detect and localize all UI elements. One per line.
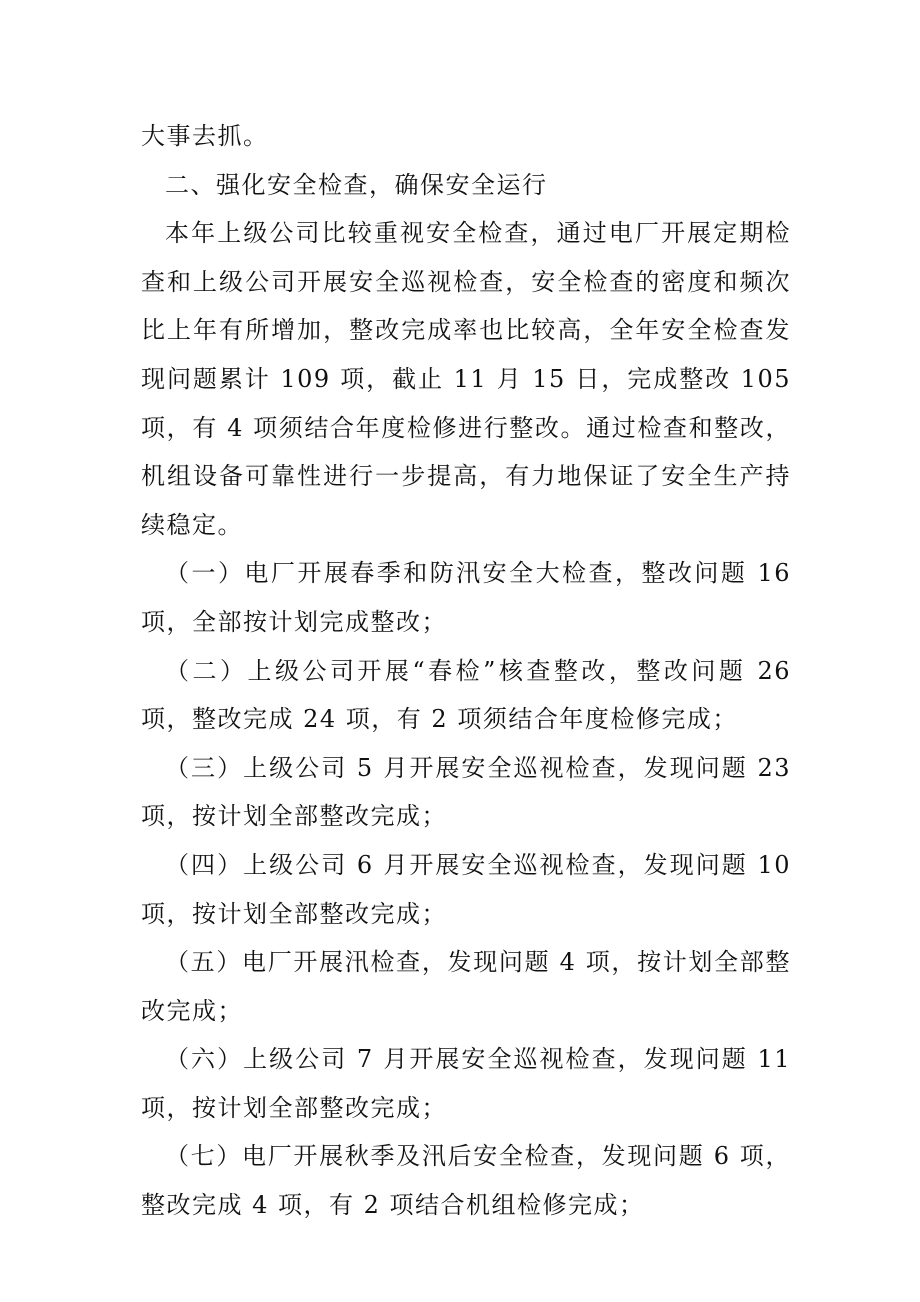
list-item-3: （三）上级公司 5 月开展安全巡视检查，发现问题 23 项，按计划全部整改完成；: [141, 753, 791, 831]
list-item-7: （七）电厂开展秋季及汛后安全检查，发现问题 6 项，整改完成 4 项，有 2 项结合机组检修完成；: [141, 1142, 791, 1220]
body-paragraph: 本年上级公司比较重视安全检查，通过电厂开展定期检查和上级公司开展安全巡视检查，安全检查的密度和频次比上年有所增加，整改完成率也比较高，全年安全检查发现问题累计 109 项，截止 11 月 15 日，完成整改 105 项，有 4 项须结合年度检修进行整改。通过检查和整改，机组设备可靠性进行一步提高，有力地保证了安全生产持续稳定。: [141, 219, 791, 539]
list-item-1: （一）电厂开展春季和防汛安全大检查，整改问题 16 项，全部按计划完成整改；: [141, 559, 791, 636]
section-heading: 二、强化安全检查，确保安全运行: [165, 170, 548, 199]
document-body: [141, 112, 791, 1230]
paragraph-continuation: 大事去抓。: [141, 122, 269, 150]
list-item-4: （四）上级公司 6 月开展安全巡视检查，发现问题 10 项，按计划全部整改完成；: [141, 850, 791, 928]
list-item-6: （六）上级公司 7 月开展安全巡视检查，发现问题 11 项，按计划全部整改完成；: [141, 1045, 791, 1122]
list-item-5: （五）电厂开展汛检查，发现问题 4 项，按计划全部整改完成；: [141, 948, 791, 1025]
list-item-2: （二）上级公司开展“春检”核查整改，整改问题 26 项，整改完成 24 项，有 2 项须结合年度检修完成；: [141, 656, 791, 734]
